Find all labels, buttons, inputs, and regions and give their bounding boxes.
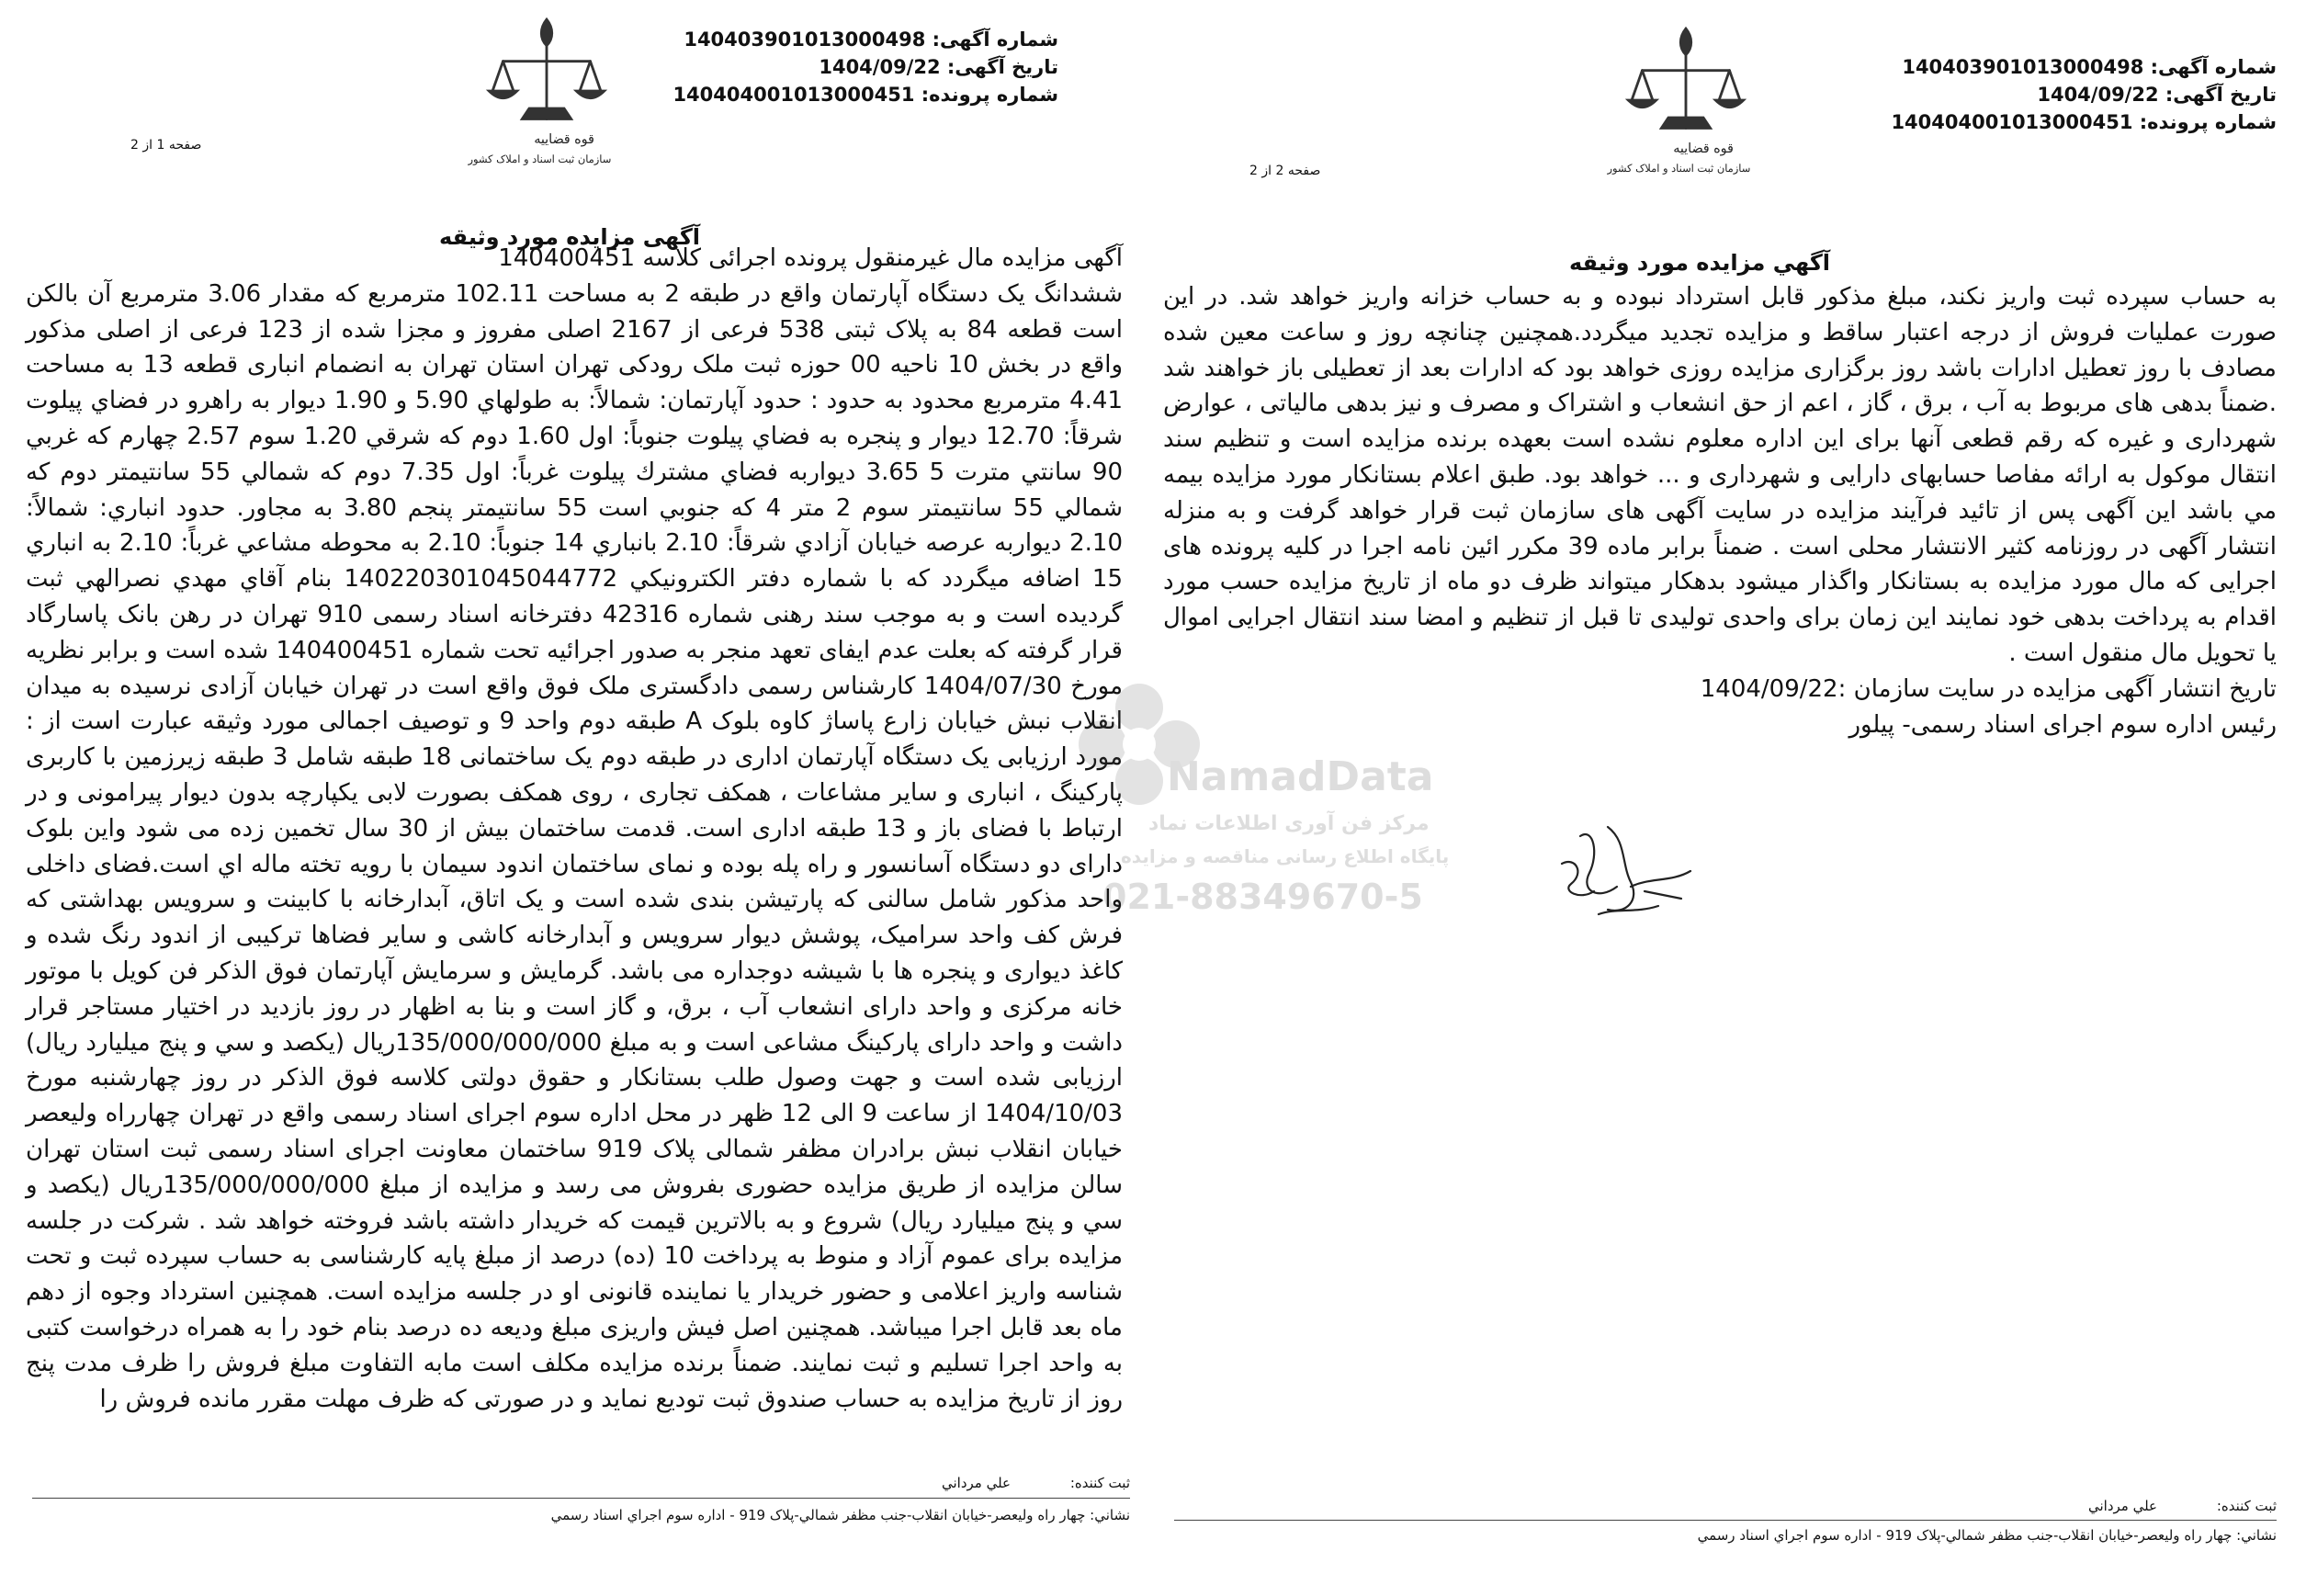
notice-page-1	[0, 0, 1130, 1596]
judiciary-emblem-icon	[1599, 13, 1773, 187]
ad-date-label: تاریخ آگهی:	[946, 56, 1058, 78]
watermark-phone: 021-88349670-5	[1102, 877, 1423, 917]
judiciary-emblem-icon	[459, 4, 634, 178]
page-number: صفحه 1 از 2	[130, 138, 202, 153]
case-number-line	[673, 81, 1058, 108]
ad-number: 140403901013000498	[1902, 56, 2144, 78]
watermark-title: NamadData	[1167, 753, 1434, 800]
ad-date: 1404/09/22	[819, 56, 941, 78]
emblem-caption: قوه قضاییه	[534, 132, 594, 147]
case-number-line	[1891, 108, 2277, 136]
case-number-label: شماره پرونده:	[2139, 111, 2277, 133]
page-title: آگهی مزایده مورد وثیقه	[438, 224, 701, 250]
address-text: چهار راه وليعصر-خيابان انقلاب-جنب مظفر شمالي-پلاک 919 - اداره سوم اجراي اسناد رسمي	[1697, 1527, 2233, 1544]
footer-divider	[32, 1498, 1130, 1499]
notice-body-text: ششدانگ یک دستگاه آپارتمان واقع در طبقه 2 به مساحت 102.11 مترمربع که مقدار 3.06 مترمربع آن بالکن است قطعه 84 به پلاک ثبتی 538 فرعی از 2167 اصلی مفروز و مجزا شده از 123 فرعی از اصلی مذکور واقع در بخش 10 ناحیه 00 حوزه ثبت ملک رودکی تهران استان تهران به انضمام انباری قطعه 13 به مساحت 4.41 مترمربع محدود به حدود : حدود آپارتمان: شمالاً: به طولهاي 5.90 و 1.90 ديوار به راهرو در فضاي پيلوت شرقاً: 12.70 ديوار و پنجره به فضاي پيلوت جنوباً: اول 1.60 دوم كه شرقي 1.20 سوم 2.57 چهارم كه غربي 90 سانتي مترت 5 3.65 ديواربه فضاي مشترك پيلوت غرباً: اول 7.35 دوم كه شمالي 55 سانتيمتر دوم كه شمالي 55 سانتيمتر سوم 2 متر 4 كه جنوبي است 55 سانتيمتر پنجم 3.80 به مجاور. حدود انباري: شمالاً: 2.10 ديواربه عرصه خيابان آزادي شرقاً: 2.10 بانباري 14 جنوباً: 2.10 به محوطه مشاعي غرباً: 2.10 به انباري 15 اضافه ميگردد كه با شماره دفتر الكترونيكي 140220301045044772 بنام آقاي مهدي نصرالهي ثبت گرديده است و به موجب سند رهنی شماره 42316 دفترخانه اسناد رسمی 910 تهران در رهن بانک پاسارگاد قرار گرفته که بعلت عدم ایفای تعهد منجر به صدور اجرائیه تحت شماره 140400451 شده است و برابر نظریه مورخ 1404/07/30 کارشناس رسمی دادگستری ملک فوق واقع است در تهران خیابان آزادی نرسیده به میدان انقلاب نبش خیابان زارع پاساژ کاوه بلوک A طبقه دوم واحد 9 و توصیف اجمالی مورد وثیقه عبارت است از : مورد ارزیابی یک دستگاه آپارتمان اداری در طبقه دوم یک ساختمانی 18 طبقه شامل 3 طبقه زیرزمین با کاربری پارکینگ ، انباری و سایر مشاعات ، همکف تجاری ، روی همکف بصورت لابی یکپارچه بدون دیوار پیرامونی و در ارتباط با فضای باز و 13 طبقه اداری است. قدمت ساختمان بیش از 30 سال تخمین زده می شود واین بلوک دارای دو دستگاه آسانسور و راه پله بوده و نمای ساختمان اندود سیمان با رویه تخته ماله اي است.فضای داخلی واحد مذکور شامل سالنی که پارتیشن بندی شده است و یک اتاق، آبدارخانه با کابینت و سرویس بهداشتی که فرش کف واحد سرامیک، پوشش دیوار سرویس و آبدارخانه کاشی و سایر فضاها ترکیبی از اندود رنگ شده و کاغذ دیواری و پنجره ها با شیشه دوجداره می باشد. گرمایش و سرمایش آپارتمان فوق الذکر فن کویل با موتور خانه مرکزی و واحد دارای انشعاب آب ، برق، و گاز است و بنا به اظهار در روز بازدید در اختیار مستاجر قرار داشت و واحد دارای پارکینگ مشاعی است و به مبلغ 135/000/000/000ريال (يكصد و سي و پنج ميليارد ريال) ارزیابی شده است و جهت وصول طلب بستانکار و حقوق دولتی کلاسه فوق الذکر در روز چهارشنبه مورخ 1404/10/03 از ساعت 9 الی 12 ظهر در محل اداره سوم اجرای اسناد رسمی واقع در تهران چهارراه ولیعصر خیابان انقلاب نبش برادران مظفر شمالی پلاک 919 ساختمان معاونت اجرای اسناد رسمی ثبت استان تهران سالن مزایده از طریق مزایده حضوری بفروش می رسد و مزایده از مبلغ 135/000/000/000ريال (يكصد و سي و پنج ميليارد ريال) شروع و به بالاترین قیمت که خریدار داشته باشد فروخته خواهد شد . شرکت در جلسه مزایده برای عموم آزاد و منوط به پرداخت 10 (ده) درصد از مبلغ پایه کارشناسی به حساب سپرده ثبت و تحت شناسه واریز اعلامی و حضور خریدار یا نماینده قانونی او در جلسه مزایده است. همچنین استرداد وجوه از دهم ماه بعد قابل اجرا میباشد. همچنین اصل فیش واریزی مبلغ ودیعه ده درصد بنام خود را به همراه درخواست کتبی به واحد اجرا تسلیم و ثبت نمایند. ضمناً برنده مزایده مکلف است مابه التفاوت مبلغ فروش را ظرف مدت پنج روز از تاریخ مزایده به حساب صندوق ثبت تودیع نماید و در صورتی که ظرف مهلت مقرر مانده فروش را	[26, 279, 1124, 1413]
case-number-label: شماره پرونده:	[921, 84, 1058, 106]
ad-number-label: شماره آگهی:	[2150, 56, 2277, 78]
signature-icon	[1543, 799, 1709, 937]
page-number: صفحه 2 از 2	[1249, 164, 1321, 178]
emblem-caption: قوه قضاییه	[1673, 141, 1734, 156]
signatory-line: رئیس اداره سوم اجرای اسناد رسمی- پیلور	[1848, 710, 2277, 739]
office-address	[1698, 1527, 2277, 1544]
publish-date-line: تاریخ انتشار آگهی مزایده در سایت سازمان :1404/09/22	[1700, 674, 2277, 703]
emblem-org: سازمان ثبت اسناد و املاک کشور	[1607, 161, 1751, 175]
case-number: 140404001013000451	[1891, 111, 2133, 133]
address-text: چهار راه وليعصر-خيابان انقلاب-جنب مظفر شمالي-پلاک 919 - اداره سوم اجراي اسناد رسمي	[550, 1507, 1086, 1523]
watermark-line-2: پایگاه اطلاع رسانی مناقصه و مزایده	[1121, 845, 1450, 867]
ad-number-line	[1891, 53, 2277, 81]
ad-date: 1404/09/22	[2037, 84, 2159, 106]
notice-body-text: به حساب سپرده ثبت واریز نکند، مبلغ مذکور قابل استرداد نبوده و به حساب خزانه واریز خواهد شد. در این صورت عملیات فروش از درجه اعتبار ساقط و مزایده تجدید میگردد.همچنین چنانچه روز و ساعت معین شده مصادف با روز تعطیل ادارات باشد روز برگزاری مزایده روزی خواهد بود که ادارات بعد از تعطیلی باز خواهند شد .ضمناً بدهی های مربوط به آب ، برق ، گاز ، اعم از حق انشعاب و اشتراک و مصرف و نیز بدهی مالیاتی ، عوارض شهرداری و غیره که رقم قطعی آنها برای این اداره معلوم نشده است بعهده برنده مزایده است و تنظیم سند انتقال موکول به ارائه مفاصا حسابهای دارایی و شهرداری و ... خواهد بود. طبق اعلام بستانکار مورد مزایده بیمه مي باشد این آگهی پس از تائید فرآیند مزایده در سایت آگهی های سازمان ثبت قرار خواهد گرفت و به منزله انتشار آگهی در روزنامه کثیر الانتشار محلی است . ضمناً برابر ماده 39 مکرر ائین نامه اجرا در کلیه پرونده های اجرایی که مال مورد مزایده به بستانکار واگذار میشود بدهکار میتواند ظرف دو ماه از تاریخ مزایده حسب مورد اقدام به پرداخت بدهی خود نمایند این زمان برای واحدی تولیدی تا قبل از تنظیم و امضا سند انتقال اجرایی اموال یا تحویل مال منقول است .	[1163, 283, 2278, 667]
notice-subtitle: آگهی مزایده مال غیرمنقول پرونده اجرائی کلاسه 140400451	[498, 244, 1123, 272]
registrar-name: علي مرداني	[2087, 1498, 2157, 1514]
ad-date-line	[1891, 81, 2277, 108]
address-label: نشاني:	[1090, 1507, 1130, 1523]
notice-body	[26, 241, 1123, 1417]
ad-date-line	[673, 53, 1058, 81]
ad-date-label: تاریخ آگهی:	[2165, 84, 2277, 106]
office-address	[551, 1507, 1130, 1523]
ad-number-line	[673, 26, 1058, 53]
footer-divider	[1174, 1520, 2277, 1521]
notice-header	[673, 26, 1058, 108]
ad-number: 140403901013000498	[684, 28, 926, 51]
watermark-line-1: مرکز فن آوری اطلاعات نماد	[1148, 812, 1430, 835]
address-label: نشاني:	[2236, 1527, 2277, 1544]
emblem-org: سازمان ثبت اسناد و املاک کشور	[468, 152, 612, 165]
registrar-label: ثبت کننده:	[1069, 1475, 1130, 1491]
ad-number-label: شماره آگهی:	[932, 28, 1058, 51]
registrar-label: ثبت کننده:	[2216, 1498, 2277, 1514]
page-title: آگهي مزايده مورد وثيقه	[1568, 250, 1831, 276]
registrar-name: علي مرداني	[941, 1475, 1011, 1491]
notice-page-2	[1139, 0, 2297, 1596]
notice-header	[1891, 53, 2277, 136]
notice-body	[1163, 279, 2277, 742]
case-number: 140404001013000451	[673, 84, 915, 106]
